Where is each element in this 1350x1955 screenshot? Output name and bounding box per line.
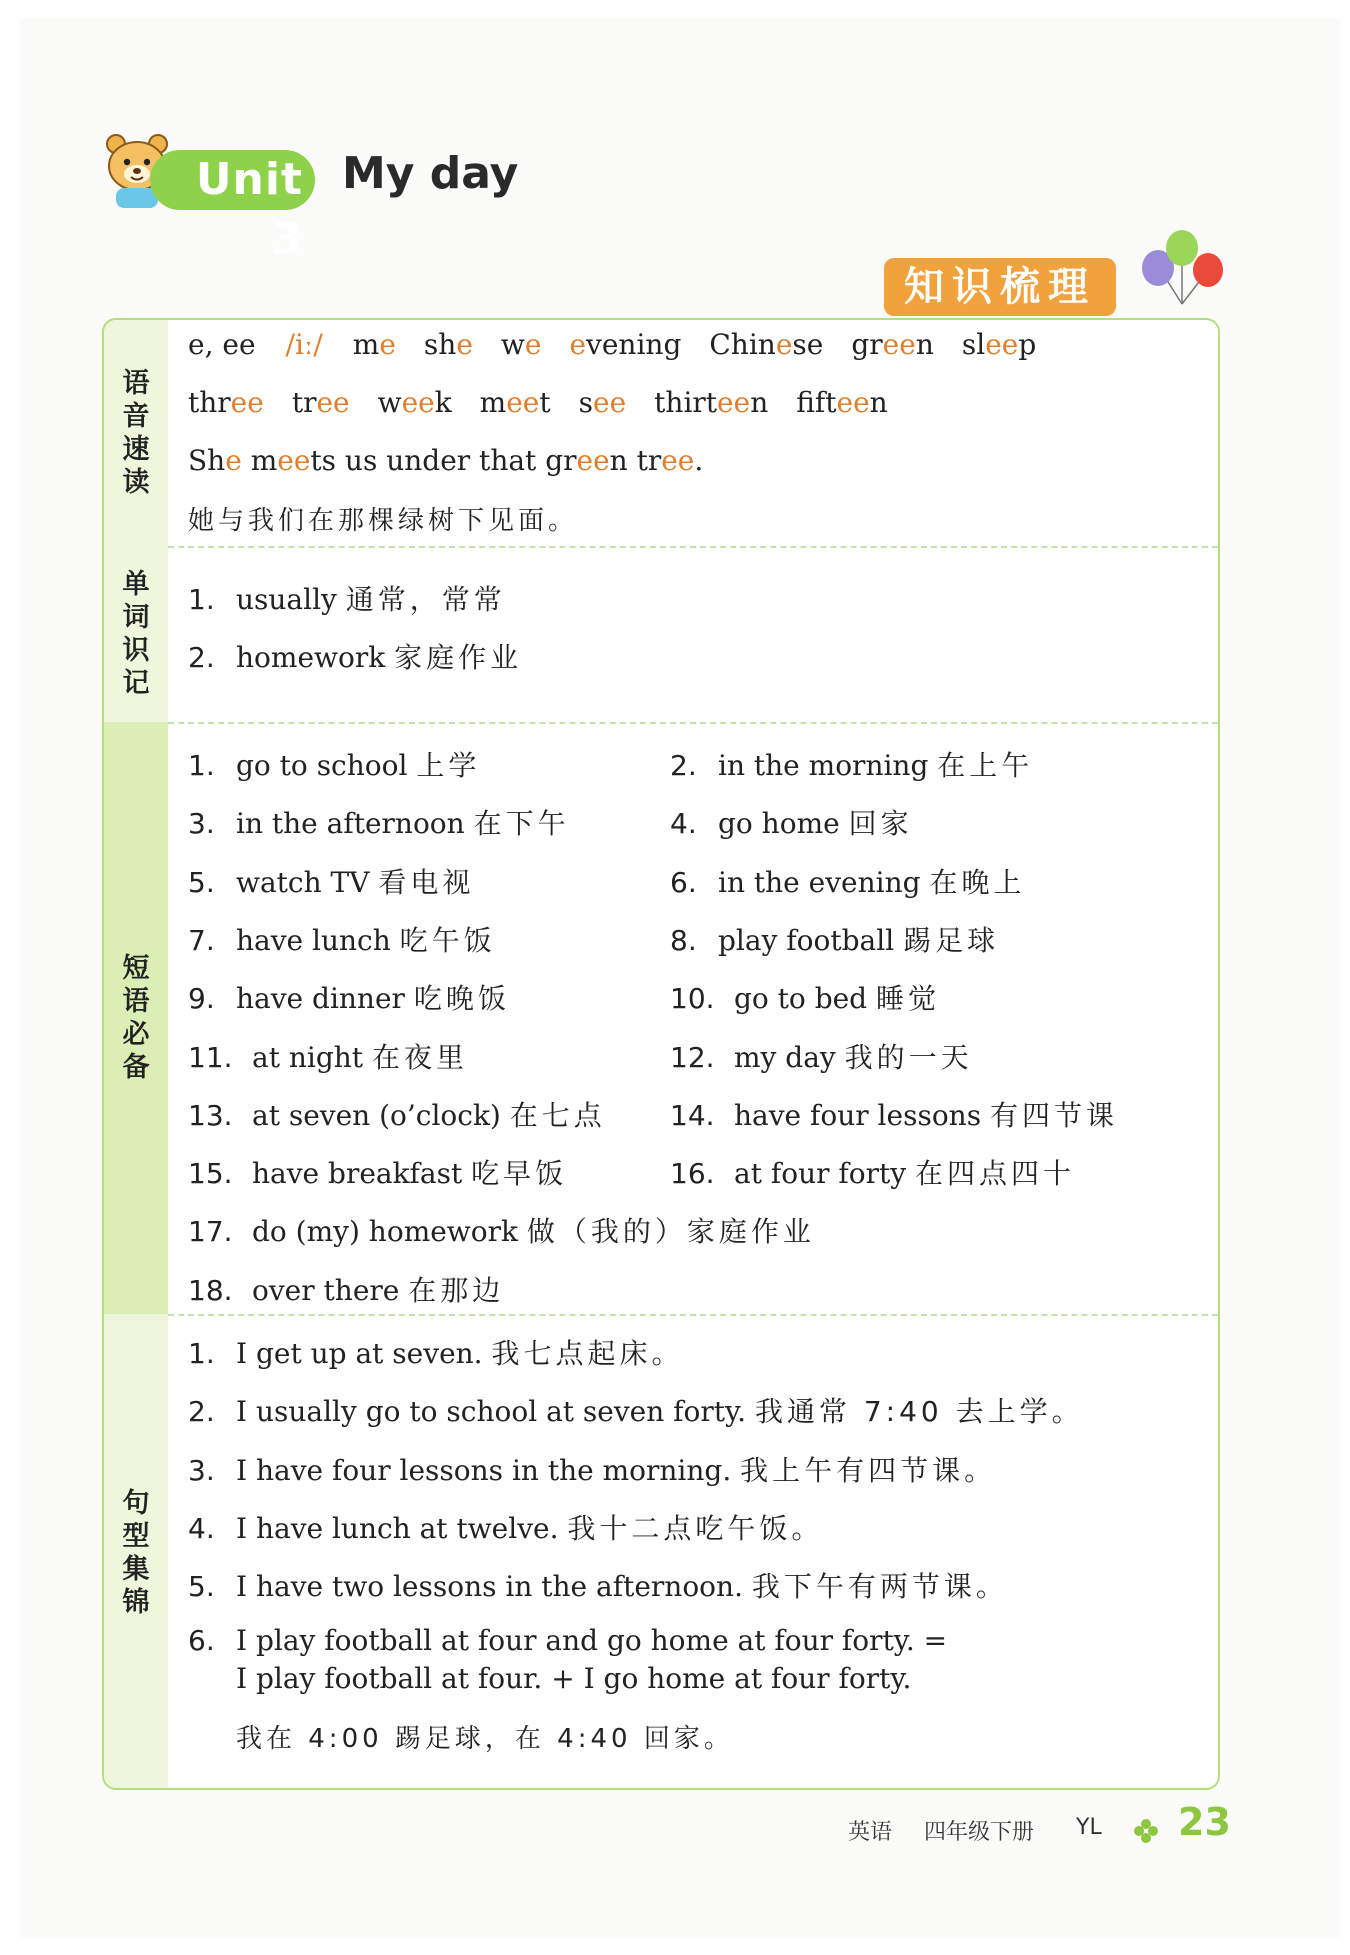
word-item: 1. usually 通常，常常	[188, 583, 506, 616]
phrase-item: 13. at seven (o’clock) 在七点	[188, 1098, 606, 1132]
phonics-line-1: e, ee /iː/ me she we evening Chinese green sleep	[188, 328, 1037, 361]
phrase-item: 9. have dinner 吃晚饭	[188, 982, 510, 1016]
knowledge-box	[102, 318, 1220, 1790]
footer-edition: YL	[1076, 1815, 1102, 1840]
phrase-item: 15. have breakfast 吃早饭	[188, 1157, 568, 1191]
sentence-item: 2. I usually go to school at seven forty. 我通常 7:40 去上学。	[188, 1395, 1084, 1429]
phrase-item: 4. go home 回家	[670, 807, 913, 841]
side-label-phrases: 短 语 必 备	[104, 722, 168, 1314]
side-label-sentences: 句 型 集 锦	[104, 1314, 168, 1790]
sentence-item: 1. I get up at seven. 我七点起床。	[188, 1337, 684, 1370]
sentence-item: 6. I play football at four and go home at four forty. =	[188, 1623, 948, 1657]
phrase-item: 1. go to school 上学	[188, 749, 481, 782]
side-label-words: 单 词 识 记	[104, 546, 168, 722]
phrase-item: 11. at night 在夜里	[188, 1040, 468, 1074]
phrase-item: 18. over there 在那边	[188, 1273, 505, 1307]
sentence-item: 4. I have lunch at twelve. 我十二点吃午饭。	[188, 1511, 824, 1545]
sentence-6-line-3: 我在 4:00 踢足球，在 4:40 回家。	[236, 1724, 734, 1754]
page-title: My day	[342, 148, 519, 199]
footer-subject: 英语	[848, 1820, 893, 1845]
section-divider	[168, 1314, 1218, 1316]
phrase-item: 12. my day 我的一天	[670, 1040, 973, 1074]
phrase-item: 8. play football 踢足球	[670, 923, 1000, 957]
phonics-line-2: three tree week meet see thirteen fifteen	[188, 386, 888, 419]
sentence-item: 3. I have four lessons in the morning. 我上午有四节课。	[188, 1453, 997, 1487]
phrase-item: 3. in the afternoon 在下午	[188, 807, 570, 841]
phrase-item: 6. in the evening 在晚上	[670, 865, 1026, 899]
word-item: 2. homework 家庭作业	[188, 641, 523, 674]
section-divider	[168, 546, 1218, 548]
section-banner: 知识梳理	[884, 258, 1116, 316]
balloons-icon	[1130, 226, 1230, 326]
phrase-item: 7. have lunch 吃午饭	[188, 923, 496, 957]
unit-badge: Unit 3	[150, 150, 315, 210]
side-label-phonics: 语 音 速 读	[104, 320, 168, 546]
sentence-6-line-2: I play football at four. + I go home at four forty.	[236, 1662, 912, 1695]
clover-icon	[1133, 1818, 1159, 1844]
sentence-item: 5. I have two lessons in the afternoon. 我下午有两节课。	[188, 1570, 1008, 1604]
phonics-sentence: She meets us under that green tree.	[188, 444, 704, 477]
phrase-item: 16. at four forty 在四点四十	[670, 1157, 1075, 1191]
phrase-item: 2. in the morning 在上午	[670, 749, 1034, 782]
section-divider	[168, 722, 1218, 724]
phrase-item: 10. go to bed 睡觉	[670, 982, 941, 1016]
page-number: 23	[1178, 1800, 1231, 1844]
phonics-sentence-zh: 她与我们在那棵绿树下见面。	[188, 506, 579, 536]
phrase-item: 14. have four lessons 有四节课	[670, 1098, 1118, 1132]
phrase-item: 5. watch TV 看电视	[188, 865, 475, 899]
phrase-item: 17. do (my) homework 做（我的）家庭作业	[188, 1215, 815, 1249]
footer-grade: 四年级下册	[924, 1820, 1035, 1845]
